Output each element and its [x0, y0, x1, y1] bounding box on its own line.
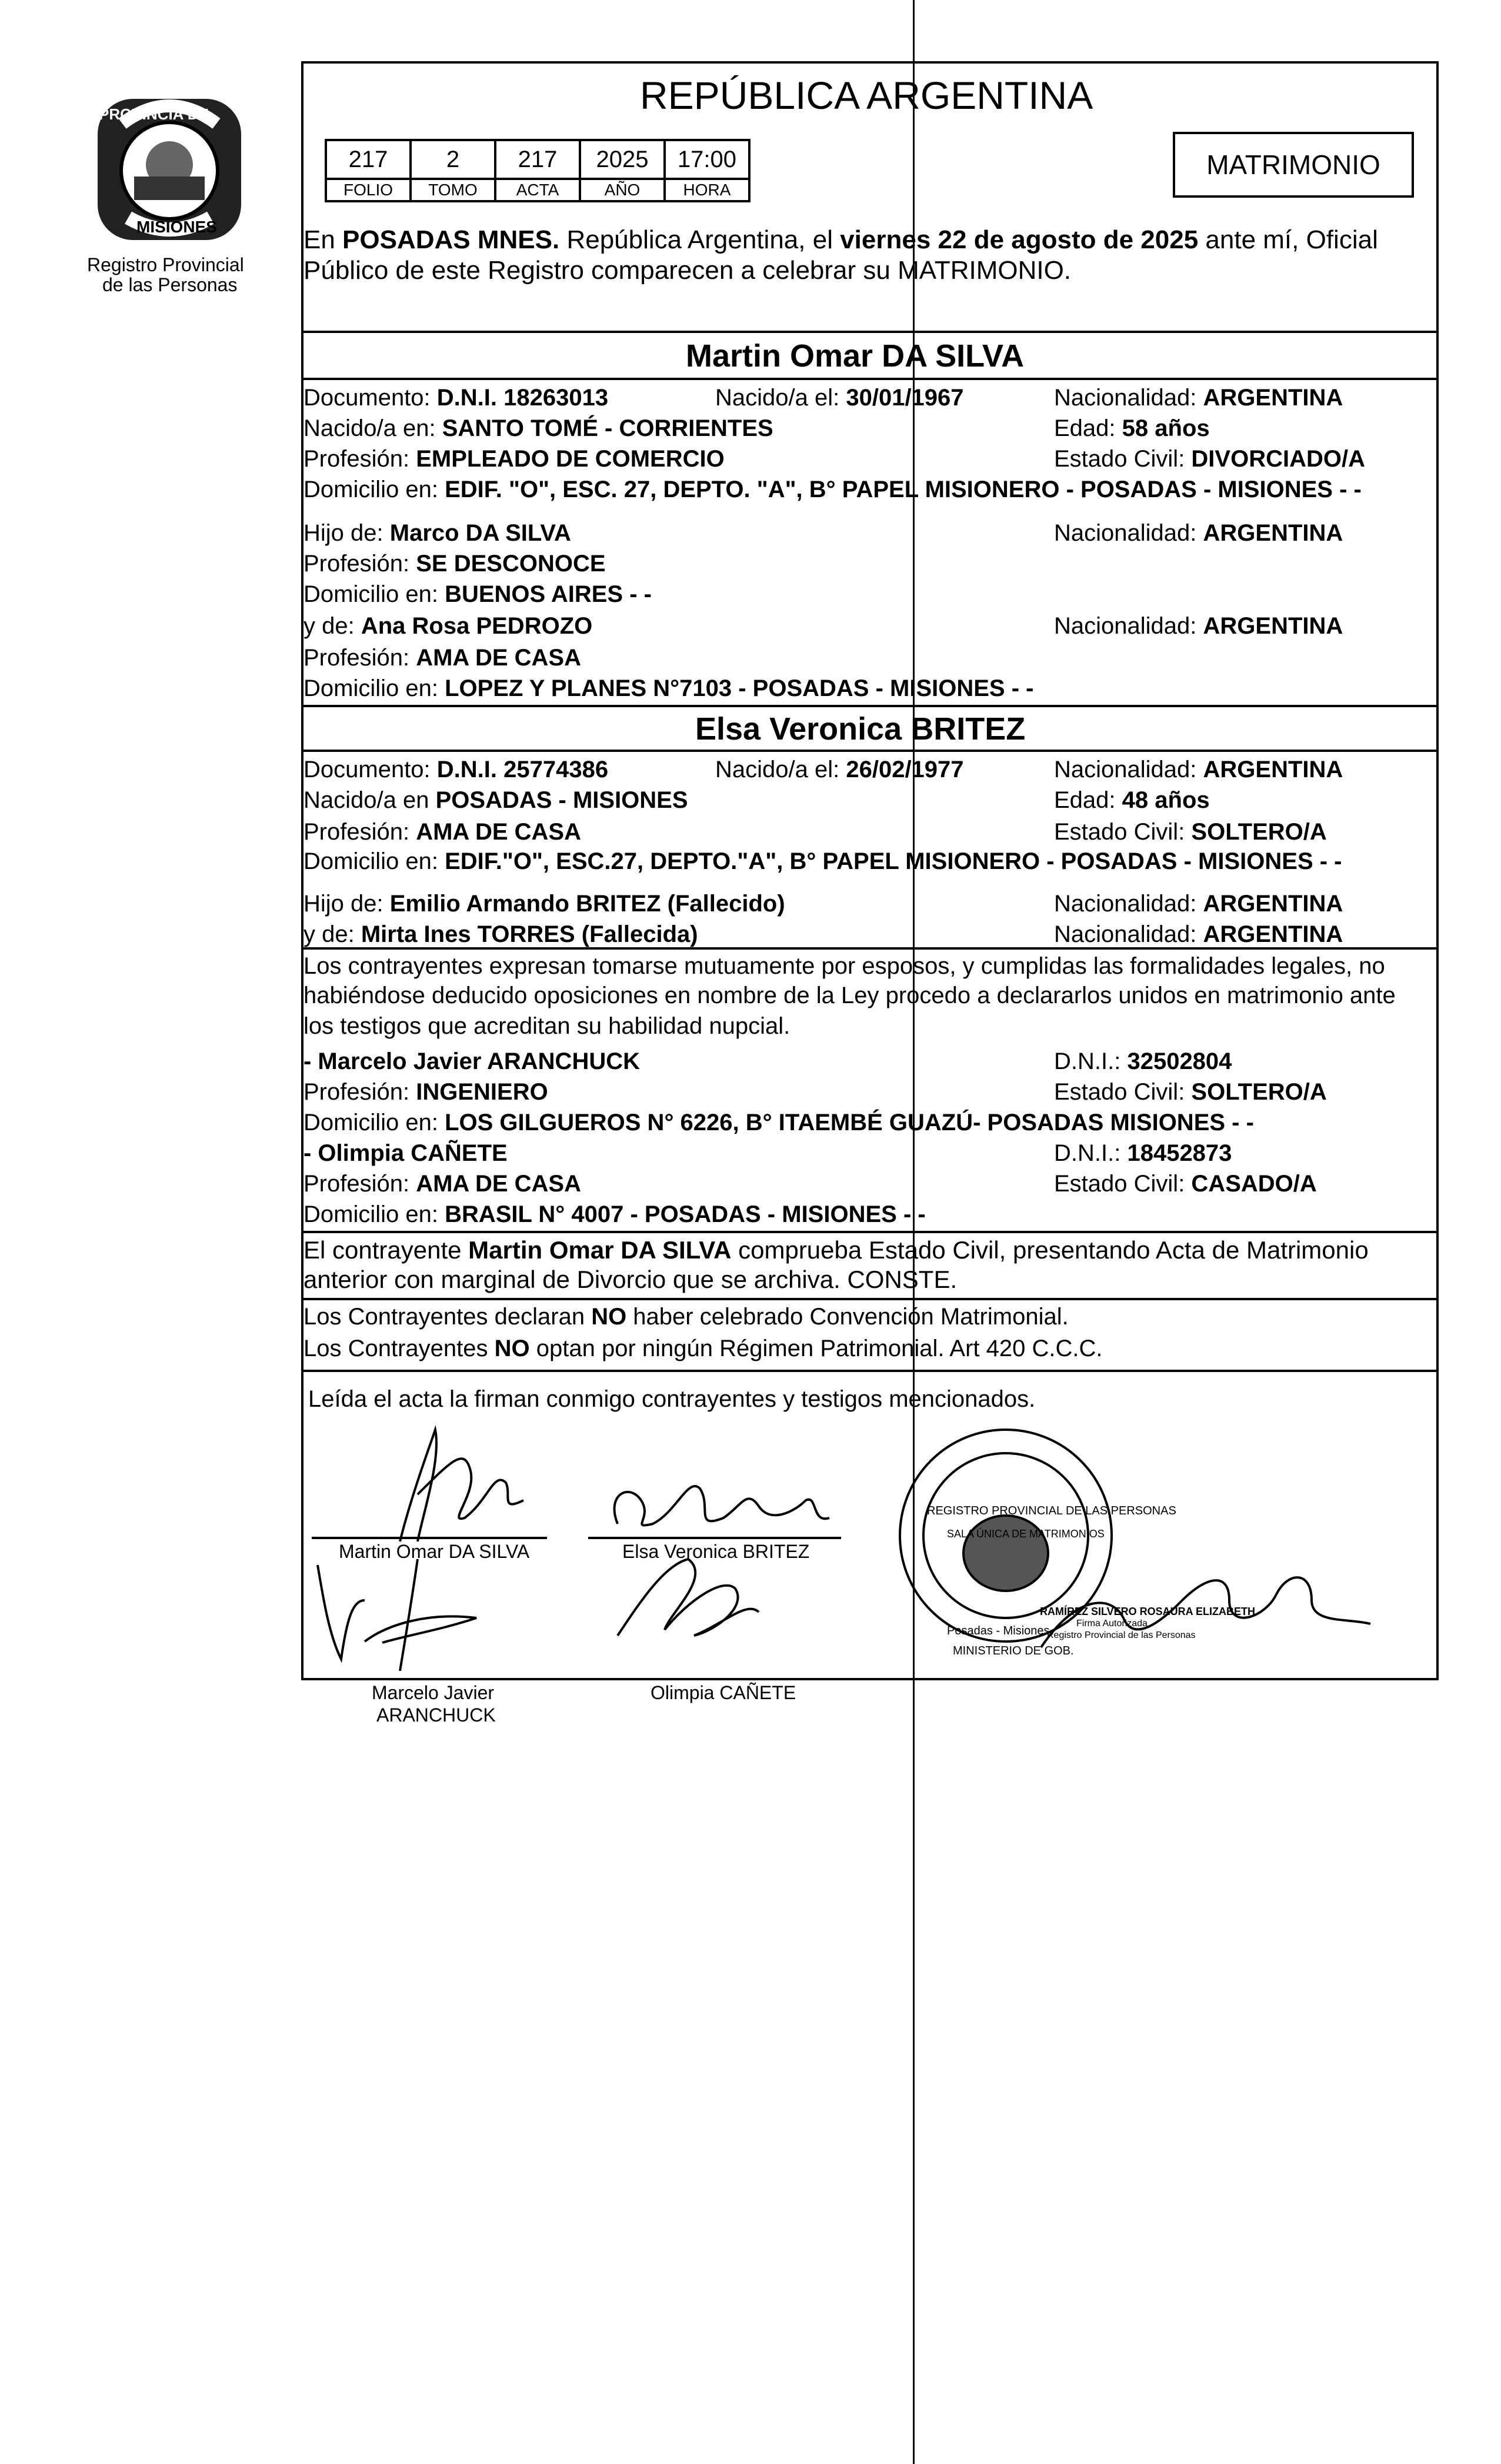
intro-line-2: Público de este Registro comparecen a celebrar su MATRIMONIO. [303, 256, 1072, 285]
witness-2-civil: Estado Civil: CASADO/A [1054, 1171, 1317, 1197]
divorce-note-line-2: anterior con marginal de Divorcio que se archiva. CONSTE. [303, 1266, 958, 1293]
witness-2-signature-label: Olimpia CAÑETE [651, 1682, 796, 1703]
bride-father-nationality: Nacionalidad: ARGENTINA [1054, 891, 1343, 917]
seal-bottom-text: MINISTERIO DE GOB. [953, 1644, 1074, 1657]
hora-value: 17:00 [665, 140, 749, 179]
groom-father-profession: Profesión: SE DESCONOCE [303, 551, 606, 577]
officer-role: Firma Autorizada [1076, 1619, 1148, 1629]
groom-mother: y de: Ana Rosa PEDROZO [303, 613, 593, 639]
divorce-note-line-1: El contrayente Martin Omar DA SILVA comprueba Estado Civil, presentando Acta de Matrimonio [303, 1236, 1369, 1264]
groom-mother-address: Domicilio en: LOPEZ Y PLANES N°7103 - POSADAS - MISIONES - - [303, 675, 1034, 701]
witness-1-name: - Marcelo Javier ARANCHUCK [303, 1048, 640, 1074]
divider [303, 1298, 1436, 1300]
bride-age: Edad: 48 años [1054, 787, 1210, 813]
acta-label: ACTA [495, 179, 580, 201]
groom-father-nationality: Nacionalidad: ARGENTINA [1054, 520, 1343, 546]
groom-age: Edad: 58 años [1054, 415, 1210, 441]
folio-label: FOLIO [326, 179, 411, 201]
bride-father: Hijo de: Emilio Armando BRITEZ (Fallecido) [303, 891, 785, 917]
witness-1-label-2: ARANCHUCK [376, 1704, 496, 1726]
witness-1-profession: Profesión: INGENIERO [303, 1079, 548, 1105]
groom-doc: Documento: D.N.I. 18263013 [303, 385, 609, 411]
logo-caption-2: de las Personas [102, 274, 238, 295]
seal-city-text: Posadas - Misiones [947, 1624, 1050, 1637]
bride-name: Elsa Veronica BRITEZ [695, 711, 1026, 747]
intro-line-1: En POSADAS MNES. República Argentina, el viernes 22 de agosto de 2025 ante mí, Oficial [303, 225, 1378, 254]
groom-profession: Profesión: EMPLEADO DE COMERCIO [303, 446, 725, 472]
divider [303, 378, 1436, 380]
witness-2-dni: D.N.I.: 18452873 [1054, 1140, 1232, 1166]
groom-mother-profession: Profesión: AMA DE CASA [303, 645, 581, 671]
bride-signature-icon [588, 1486, 841, 1538]
record-fields [325, 139, 750, 202]
bride-doc: Documento: D.N.I. 25774386 [303, 757, 609, 783]
witness-1-label-1: Marcelo Javier [372, 1682, 495, 1703]
witness-1-signature-icon [312, 1559, 547, 1671]
divider [303, 1231, 1436, 1233]
bride-nationality: Nacionalidad: ARGENTINA [1054, 757, 1343, 783]
tomo-label: TOMO [411, 179, 495, 201]
folio-value: 217 [326, 140, 411, 179]
declaration-line-1: Los contrayentes expresan tomarse mutuamente por esposos, y cumplidas las formalidades legales, no [303, 953, 1385, 979]
convention-line-1: Los Contrayentes declaran NO haber celebrado Convención Matrimonial. [303, 1304, 1069, 1330]
divider [303, 947, 1436, 950]
acta-value: 217 [495, 140, 580, 179]
witness-1-dni: D.N.I.: 32502804 [1054, 1048, 1232, 1074]
groom-name: Martin Omar DA SILVA [686, 338, 1025, 374]
witness-2-signature-icon [618, 1559, 759, 1636]
witness-2-profession: Profesión: AMA DE CASA [303, 1171, 581, 1197]
seal-outer-text: REGISTRO PROVINCIAL DE LAS PERSONAS [927, 1504, 1176, 1517]
groom-nationality: Nacionalidad: ARGENTINA [1054, 385, 1343, 411]
bride-mother: y de: Mirta Ines TORRES (Fallecida) [303, 921, 698, 947]
groom-born-in: Nacido/a en: SANTO TOMÉ - CORRIENTES [303, 415, 773, 441]
groom-father: Hijo de: Marco DA SILVA [303, 520, 571, 546]
logo-caption-1: Registro Provincial [87, 254, 244, 275]
registry-logo [87, 88, 252, 265]
bride-mother-nationality: Nacionalidad: ARGENTINA [1054, 921, 1343, 947]
bride-birth: Nacido/a el: 26/02/1977 [715, 757, 964, 783]
anio-label: AÑO [580, 179, 665, 201]
seal-inner-text: SALA ÚNICA DE MATRIMONIOS [947, 1528, 1105, 1540]
groom-birth: Nacido/a el: 30/01/1967 [715, 385, 964, 411]
closing-text: Leída el acta la firman conmigo contrayentes y testigos mencionados. [308, 1386, 1036, 1412]
witness-2-name: - Olimpia CAÑETE [303, 1140, 508, 1166]
witness-1-civil: Estado Civil: SOLTERO/A [1054, 1079, 1327, 1105]
logo-top-text: PROVINCIA DE [99, 105, 209, 123]
declaration-line-2: habiéndose deducido oposiciones en nombre de la Ley procedo a declararlos unidos en matrimonio ante [303, 983, 1396, 1008]
groom-address: Domicilio en: EDIF. "O", ESC. 27, DEPTO. "A", B° PAPEL MISIONERO - POSADAS - MISIONES - - [303, 477, 1362, 502]
groom-mother-nationality: Nacionalidad: ARGENTINA [1054, 613, 1343, 639]
groom-signature-icon [312, 1430, 547, 1541]
groom-father-address: Domicilio en: BUENOS AIRES - - [303, 581, 652, 607]
witness-1-address: Domicilio en: LOS GILGUEROS N° 6226, B° ITAEMBÉ GUAZÚ- POSADAS MISIONES - - [303, 1110, 1254, 1136]
groom-civil-status: Estado Civil: DIVORCIADO/A [1054, 446, 1365, 472]
convention-line-2: Los Contrayentes NO optan por ningún Régimen Patrimonial. Art 420 C.C.C. [303, 1336, 1103, 1361]
officer-name: RAMÍREZ SILVERO ROSAURA ELIZABETH [1040, 1606, 1256, 1617]
doc-title: REPÚBLICA ARGENTINA [640, 74, 1093, 117]
groom-signature-label: Martin Omar DA SILVA [339, 1541, 530, 1562]
doc-type-box: MATRIMONIO [1173, 132, 1414, 198]
bride-civil-status: Estado Civil: SOLTERO/A [1054, 819, 1327, 845]
bride-signature-label: Elsa Veronica BRITEZ [622, 1541, 810, 1562]
bride-address: Domicilio en: EDIF."O", ESC.27, DEPTO."A", B° PAPEL MISIONERO - POSADAS - MISIONES - - [303, 848, 1342, 874]
divider [303, 750, 1436, 752]
logo-bottom-text: MISIONES [136, 218, 217, 236]
divider [303, 1370, 1436, 1372]
divider [303, 331, 1436, 333]
declaration-line-3: los testigos que acreditan su habilidad nupcial. [303, 1013, 790, 1039]
witness-2-address: Domicilio en: BRASIL N° 4007 - POSADAS - MISIONES - - [303, 1201, 926, 1227]
bride-born-in: Nacido/a en POSADAS - MISIONES [303, 787, 688, 813]
anio-value: 2025 [580, 140, 665, 179]
officer-office: Registro Provincial de las Personas [1047, 1630, 1196, 1640]
hora-label: HORA [665, 179, 749, 201]
bride-profession: Profesión: AMA DE CASA [303, 819, 581, 845]
divider [303, 705, 1436, 707]
tomo-value: 2 [411, 140, 495, 179]
